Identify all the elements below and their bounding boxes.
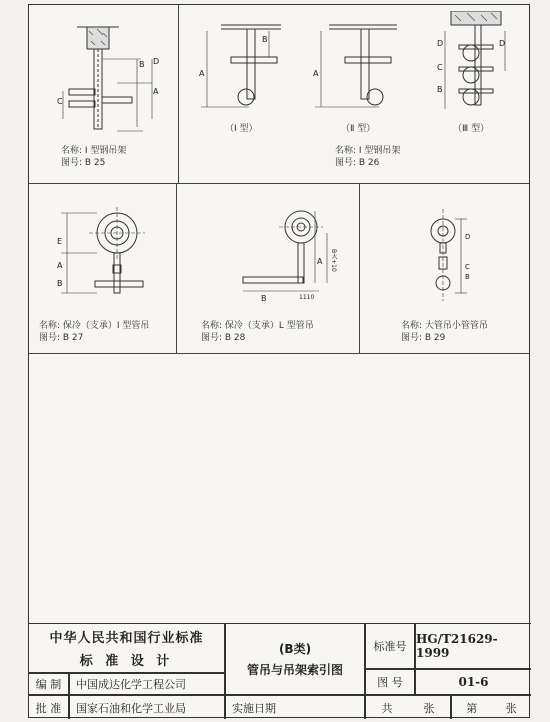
dim-label-b27-a: A	[57, 261, 63, 270]
dim-label-b29-c: C	[465, 263, 470, 271]
fig-no-label: 图 号	[377, 676, 403, 689]
fig-no-label-cell	[365, 669, 415, 695]
approver-cell	[69, 695, 225, 719]
caption-type-ii: （Ⅱ 型）	[341, 124, 376, 134]
std-no-label: 标准号	[373, 640, 407, 653]
sheet-unit: 张	[505, 701, 517, 715]
dim-label-b28-a: A	[317, 257, 323, 266]
caption-b29-name: 名称: 大管吊小管管吊	[401, 321, 488, 331]
dim-label-b26-c: C	[437, 63, 443, 72]
figure-b29	[415, 201, 495, 305]
dim-label-b29-b: B	[465, 273, 470, 281]
dim-label-b26-b3: B	[437, 85, 443, 94]
approver: 国家石油和化学工业局	[76, 701, 186, 715]
dim-label-b26-d: D	[437, 39, 444, 48]
sheet-label: 第	[466, 701, 478, 715]
sheet-number-cell	[451, 695, 531, 719]
dim-label-b26-a: A	[199, 69, 205, 78]
fig-no-cell	[415, 669, 531, 695]
editor-label-cell	[29, 673, 69, 695]
caption-b29-number: 图号: B 29	[401, 333, 446, 343]
title-block-title	[225, 623, 365, 695]
editor: 中国成达化学工程公司	[76, 678, 186, 691]
caption-b28-number: 图号: B 28	[201, 333, 246, 343]
std-no-label-cell	[365, 623, 415, 669]
dim-label-b26-a2: A	[313, 69, 319, 78]
divider-vertical-2	[176, 183, 177, 353]
dim-label-b28-bmax: B大+10	[330, 249, 337, 272]
approver-label: 批 准	[35, 701, 62, 715]
caption-b25-name: 名称: Ⅰ 型钢吊架	[61, 146, 127, 156]
caption-type-iii: （Ⅲ 型）	[453, 124, 490, 134]
caption-b26-name: 名称: Ⅰ 型钢吊架	[335, 146, 401, 156]
dim-label-b25-c: C	[57, 97, 63, 106]
dim-label-b25-b: B	[139, 60, 145, 69]
dim-label-b25-a: A	[153, 87, 159, 96]
editor-label: 编 制	[35, 678, 62, 691]
caption-b28-name: 名称: 保冷（支承）L 型管吊	[201, 321, 314, 331]
dim-label-b25-d: D	[153, 57, 160, 66]
dim-label-b27-e: E	[57, 237, 63, 246]
drawing-sheet	[28, 4, 530, 718]
caption-type-i: （Ⅰ 型）	[225, 124, 258, 134]
org-line-1: 中华人民共和国行业标准	[49, 631, 204, 646]
total-label: 共	[381, 701, 393, 715]
figure-b25	[57, 19, 167, 137]
drawing-category: (B类)	[278, 642, 312, 656]
drawing-title: 管吊与吊架索引图	[246, 663, 343, 677]
figure-b27	[45, 203, 165, 303]
caption-b26-number: 图号: B 26	[335, 158, 380, 168]
dim-label-b28-b: B	[261, 294, 267, 303]
divider-vertical-3	[359, 183, 360, 353]
fig-no: 01-6	[458, 675, 489, 689]
caption-b27-name: 名称: 保冷（支承）Ⅰ 型管吊	[39, 321, 150, 331]
dim-label-b26-d2: D	[499, 39, 506, 48]
effective-date-cell	[225, 695, 365, 719]
figure-b26	[189, 11, 525, 123]
std-no-cell	[415, 623, 531, 669]
divider-horizontal-2	[29, 353, 529, 354]
org-line-2: 标 准 设 计	[79, 654, 174, 669]
divider-horizontal-1	[29, 183, 529, 184]
divider-vertical-1	[178, 5, 179, 183]
caption-b27-number: 图号: B 27	[39, 333, 84, 343]
total-sheets-cell	[365, 695, 451, 719]
dim-label-b26-b: B	[262, 35, 268, 44]
dim-label-b29-d: D	[465, 233, 471, 241]
approver-label-cell	[29, 695, 69, 719]
dim-label-b28-b1: 1110	[299, 294, 315, 301]
dim-label-b27-b: B	[57, 279, 63, 288]
total-unit: 张	[423, 701, 435, 715]
caption-b25-number: 图号: B 25	[61, 158, 106, 168]
title-block-org	[29, 623, 225, 673]
editor-cell	[69, 673, 225, 695]
effective-label: 实施日期	[232, 701, 276, 715]
std-no: HG/T21629-1999	[416, 632, 498, 660]
